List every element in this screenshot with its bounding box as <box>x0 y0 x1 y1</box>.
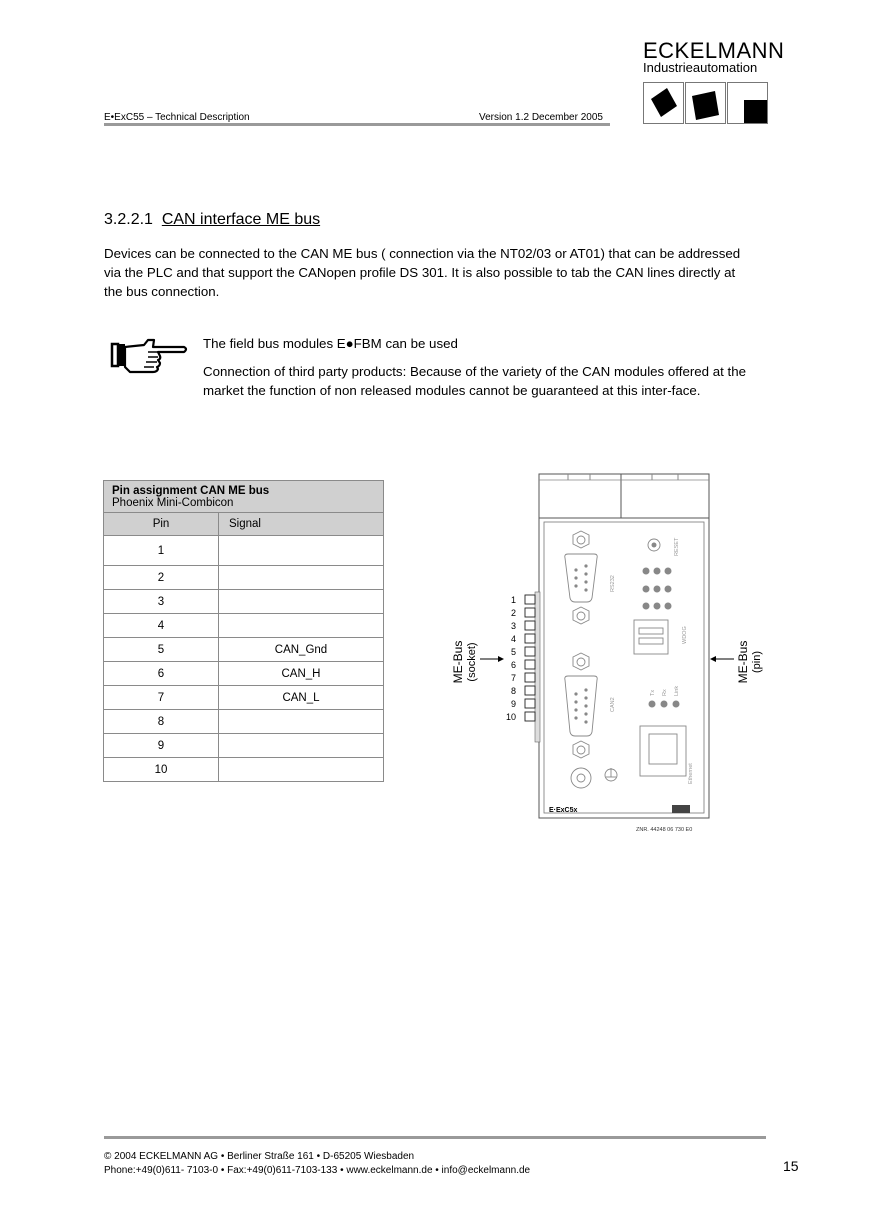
doc-version: Version 1.2 December 2005 <box>479 112 603 123</box>
logo-subtitle: Industrieautomation <box>643 60 758 75</box>
footer-address: © 2004 ECKELMANN AG • Berliner Straße 161 • D-65205 Wiesbaden <box>104 1151 415 1162</box>
section-title: CAN interface ME bus <box>161 211 321 228</box>
section-number: 3.2.2.1 <box>104 211 153 228</box>
footer-rule <box>104 1136 766 1139</box>
me-bus-pin-label: ME-Bus <box>736 640 750 684</box>
column-header-signal: Signal <box>219 513 384 536</box>
link-label: Link <box>674 685 680 696</box>
table-title: Pin assignment CAN ME bus <box>112 485 270 497</box>
logo-squares-icon <box>643 82 768 124</box>
table-row: 2 <box>104 566 384 590</box>
pin-label: 2 <box>510 608 516 618</box>
wdog-label: WDOG <box>682 626 688 644</box>
logo-name: ECKELMANN <box>643 38 785 63</box>
table-row: 4 <box>104 614 384 638</box>
pin-label: 7 <box>510 673 516 683</box>
header-rule <box>104 123 610 126</box>
rs232-label: RS232 <box>610 575 616 592</box>
me-bus-socket-sub: (socket) <box>466 642 478 682</box>
section-heading <box>104 211 320 229</box>
pin-label: 4 <box>510 634 516 644</box>
rx-label: Rx <box>662 689 668 696</box>
table-row: 6 CAN_H <box>104 662 384 686</box>
device-name: E·ExC5x <box>549 807 578 814</box>
can2-label: CAN2 <box>610 697 616 712</box>
me-bus-pin-sub: (pin) <box>751 650 763 674</box>
pin-label: 5 <box>510 647 516 657</box>
device-drawing <box>440 472 770 837</box>
pin-assignment-table <box>103 480 384 782</box>
tx-label: Tx <box>650 689 656 696</box>
table-row: 10 <box>104 758 384 782</box>
doc-title: E•ExC55 – Technical Description <box>104 112 250 123</box>
table-row: 1 <box>104 536 384 566</box>
table-row: 3 <box>104 590 384 614</box>
reset-label: RESET <box>674 537 680 556</box>
pin-label: 8 <box>510 686 516 696</box>
table-row: 7 CAN_L <box>104 686 384 710</box>
pointing-hand-icon <box>110 336 190 376</box>
table-row: 9 <box>104 734 384 758</box>
table-row: 8 <box>104 710 384 734</box>
ethernet-label: Ethernet <box>688 763 694 784</box>
table-caption <box>104 481 384 513</box>
ce-mark-icon <box>672 805 690 813</box>
page-number: 15 <box>783 1158 799 1174</box>
section-body: Devices can be connected to the CAN ME bus ( connection via the NT02/03 or AT01) that can be addressed via the PLC and that support the CANopen profile DS 301. It is also possible to tab the CAN lines directly at the bus connection. <box>104 246 741 299</box>
drawing-number: ZNR. 44248 06 730 E0 <box>636 827 693 833</box>
footer-contact: Phone:+49(0)611- 7103-0 • Fax:+49(0)611-7103-133 • www.eckelmann.de • info@eckelmann.de <box>104 1165 531 1176</box>
column-header-pin: Pin <box>104 513 219 536</box>
me-bus-socket-label: ME-Bus <box>451 640 465 684</box>
pin-label: 9 <box>510 699 516 709</box>
table-subtitle: Phoenix Mini-Combicon <box>112 497 234 509</box>
table-row: 5 CAN_Gnd <box>104 638 384 662</box>
pin-label: 6 <box>510 660 516 670</box>
pin-label: 10 <box>505 712 516 722</box>
pin-label: 3 <box>510 621 516 631</box>
note-line-1: The field bus modules E●FBM can be used <box>203 336 458 351</box>
note-line-2: Connection of third party products: Because of the variety of the CAN modules offered at the market the function of non released modules cannot be guaranteed at this inter-face. <box>203 364 747 398</box>
pin-label: 1 <box>510 595 516 605</box>
